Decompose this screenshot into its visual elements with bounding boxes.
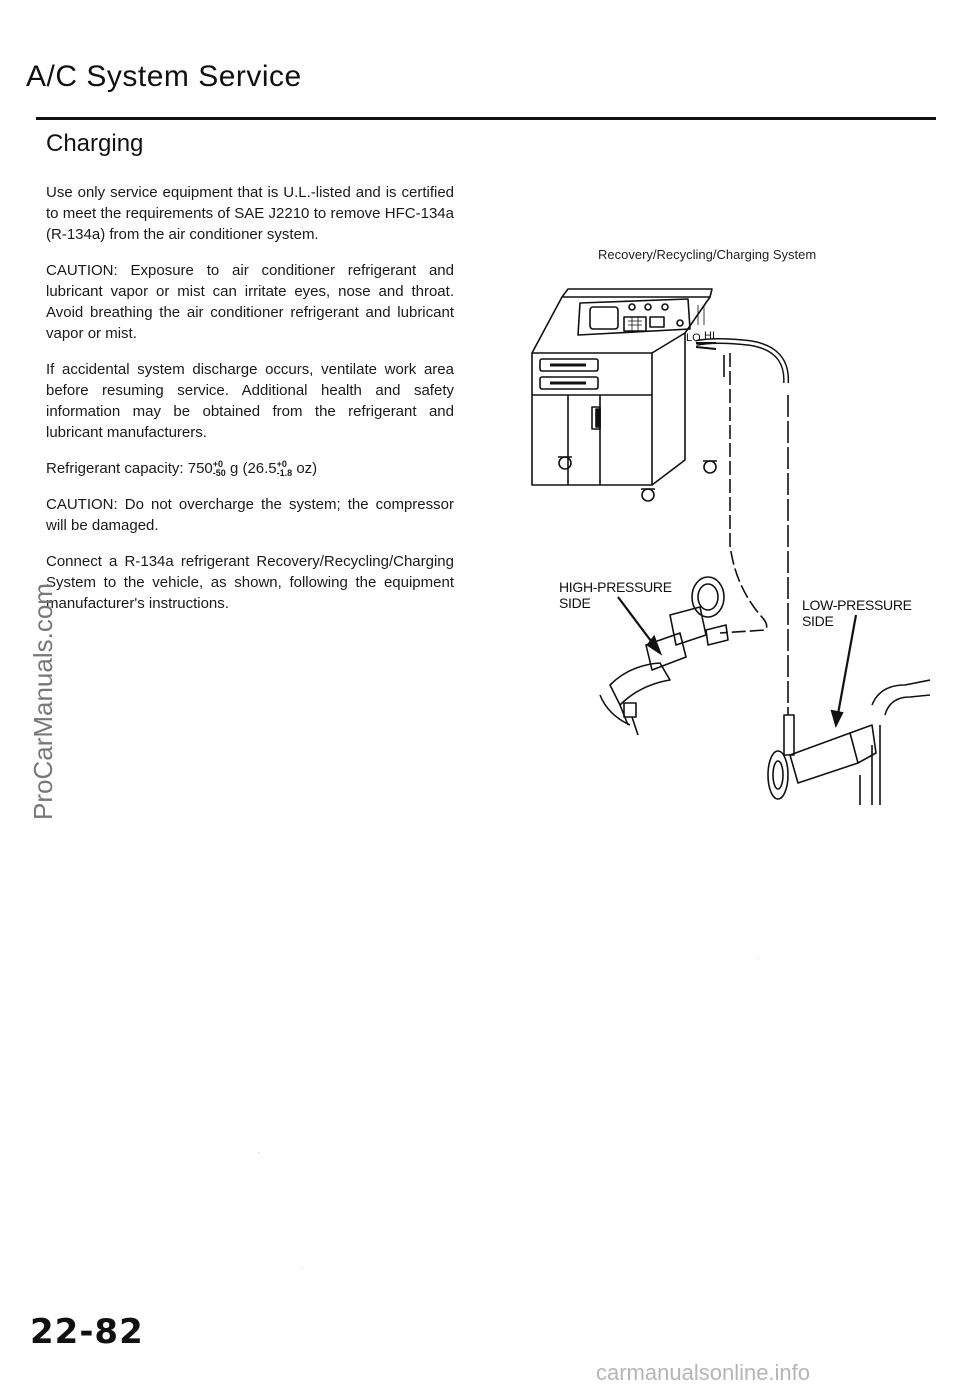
equipment-paragraph: Use only service equipment that is U.L.-listed and is certified to meet the requirements of SAE J2210 to remove HFC-134a (R-134a) from the air conditioner system. bbox=[46, 184, 454, 243]
imperial-unit: oz) bbox=[296, 460, 318, 477]
charging-station-cabinet bbox=[532, 289, 717, 501]
title-rule bbox=[36, 117, 936, 120]
page-number: 22-82 bbox=[30, 1312, 144, 1352]
metric-tolerance: +0 -50 bbox=[212, 459, 226, 479]
figure-caption: Recovery/Recycling/Charging System bbox=[598, 247, 817, 262]
lo-label: LO bbox=[686, 332, 701, 344]
metric-unit: g (26.5 bbox=[229, 460, 277, 477]
capacity-label: Refrigerant capacity: 750 bbox=[46, 460, 213, 477]
scan-dot bbox=[302, 1268, 303, 1269]
low-pressure-callout: LOW-PRESSURE SIDE bbox=[802, 597, 912, 629]
scan-dot bbox=[758, 958, 759, 959]
connect-instructions-paragraph: Connect a R-134a refrigerant Recovery/Recycling/Charging System to the vehicle, as shown, following the equipment manufacturer's instructions. bbox=[46, 553, 454, 612]
lo-hi-labels bbox=[686, 330, 715, 344]
scan-dot bbox=[258, 1152, 259, 1153]
refrigerant-capacity bbox=[46, 458, 454, 479]
watermark: ProCarManuals.com bbox=[28, 583, 58, 820]
high-pressure-callout: HIGH-PRESSURE SIDE bbox=[559, 579, 672, 611]
discharge-paragraph: If accidental system discharge occurs, ventilate work area before resuming service. Additional health and safety information may be obtained from the refrigerant and lubricant manufacturers. bbox=[46, 361, 454, 441]
imperial-tolerance: +0 -1.8 bbox=[276, 459, 293, 479]
hi-label: HI bbox=[704, 330, 715, 342]
charging-system-diagram bbox=[520, 285, 930, 805]
low-pressure-fitting bbox=[768, 680, 930, 805]
body-text-column bbox=[46, 182, 454, 629]
exposure-caution-paragraph: CAUTION: Exposure to air conditioner refrigerant and lubricant vapor or mist can irritate eyes, nose and throat. Avoid breathing the air conditioner refrigerant and lubricant vapor or mist. bbox=[46, 262, 454, 342]
page-title: A/C System Service bbox=[26, 60, 302, 93]
site-footer: carmanualsonline.info bbox=[596, 1360, 811, 1385]
service-hoses bbox=[696, 341, 788, 715]
overcharge-caution-paragraph: CAUTION: Do not overcharge the system; the compressor will be damaged. bbox=[46, 496, 454, 534]
section-title: Charging bbox=[46, 130, 144, 157]
